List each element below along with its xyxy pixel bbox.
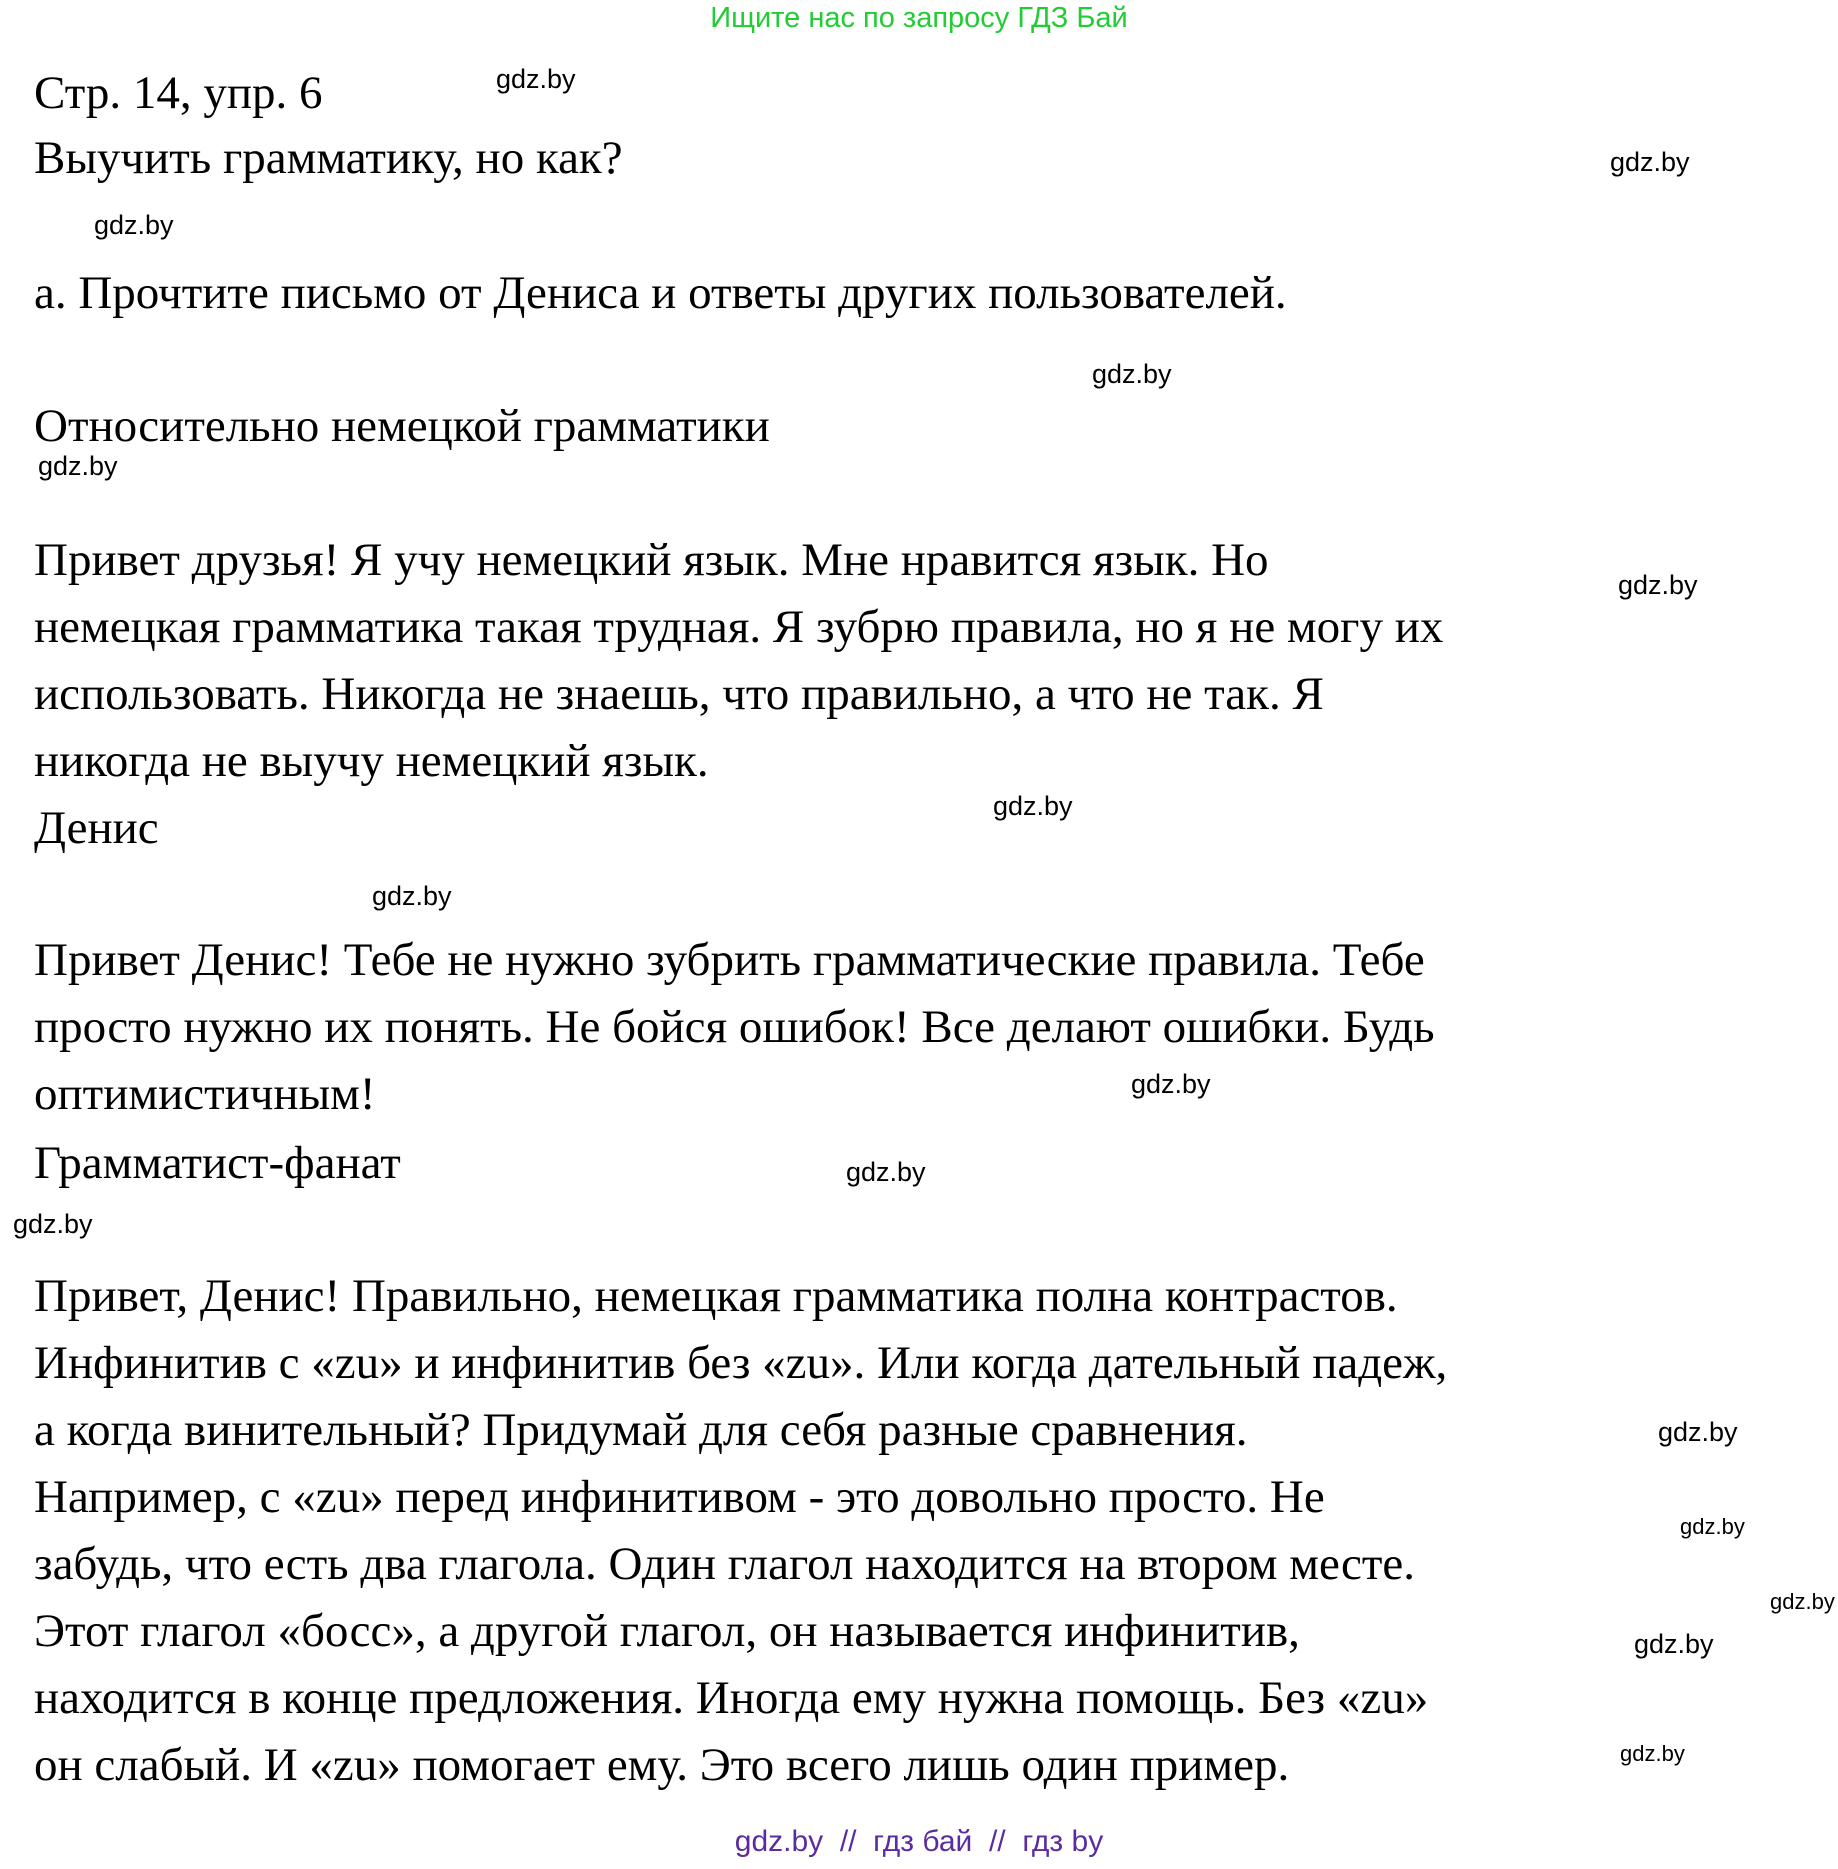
watermark: gdz.by [1618,570,1698,600]
letter1-line: использовать. Никогда не знаешь, что правильно, а что не так. Я [34,668,1324,720]
page-subtitle: Выучить грамматику, но как? [34,132,623,184]
letter1-author: Денис [34,802,159,854]
letter1-line: Привет друзья! Я учу немецкий язык. Мне нравится язык. Но [34,534,1269,586]
letter2-line: Привет Денис! Тебе не нужно зубрить грамматические правила. Тебе [34,934,1425,986]
watermark: gdz.by [1620,1741,1685,1766]
watermark: gdz.by [1634,1629,1714,1659]
watermark: gdz.by [496,64,576,94]
letter3-line: забудь, что есть два глагола. Один глагол находится на втором месте. [34,1538,1416,1590]
letter1-line: никогда не выучу немецкий язык. [34,735,709,787]
letter3-line: Например, с «zu» перед инфинитивом - это довольно просто. Не [34,1471,1325,1523]
watermark: gdz.by [846,1157,926,1187]
post-title: Относительно немецкой грамматики [34,400,770,452]
letter3-line: Этот глагол «босс», а другой глагол, он называется инфинитив, [34,1605,1300,1657]
watermark: gdz.by [94,210,174,240]
top-banner: Ищите нас по запросу ГДЗ Бай [710,2,1128,34]
watermark: gdz.by [993,791,1073,821]
watermark: gdz.by [1680,1514,1745,1539]
watermark: gdz.by [38,451,118,481]
letter2-author: Грамматист-фанат [34,1137,401,1189]
footer-links: gdz.by // гдз бай // гдз by [734,1825,1104,1858]
watermark: gdz.by [1658,1417,1738,1447]
task-text: а. Прочтите письмо от Дениса и ответы других пользователей. [34,267,1287,319]
watermark: gdz.by [1131,1069,1211,1099]
letter3-line: находится в конце предложения. Иногда ему нужна помощь. Без «zu» [34,1672,1429,1724]
watermark: gdz.by [1610,147,1690,177]
letter2-line: просто нужно их понять. Не бойся ошибок! Все делают ошибки. Будь [34,1001,1435,1053]
letter3-line: Инфинитив с «zu» и инфинитив без «zu». Или когда дательный падеж, [34,1337,1448,1389]
watermark: gdz.by [13,1209,93,1239]
letter3-line: а когда винительный? Придумай для себя разные сравнения. [34,1404,1248,1456]
page-title: Стр. 14, упр. 6 [34,67,323,119]
letter3-line: он слабый. И «zu» помогает ему. Это всего лишь один пример. [34,1739,1290,1791]
letter1-line: немецкая грамматика такая трудная. Я зубрю правила, но я не могу их [34,601,1444,653]
letter2-line: оптимистичным! [34,1068,376,1120]
watermark: gdz.by [1092,359,1172,389]
watermark: gdz.by [372,881,452,911]
watermark: gdz.by [1770,1589,1835,1614]
letter3-line: Привет, Денис! Правильно, немецкая грамматика полна контрастов. [34,1270,1398,1322]
